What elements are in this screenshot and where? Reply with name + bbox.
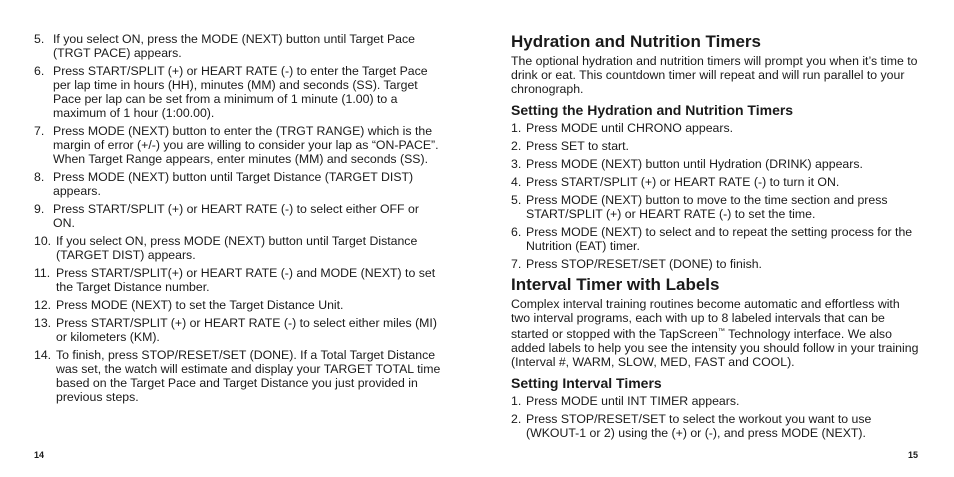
list-item: 6. Press START/SPLIT (+) or HEART RATE (-) to enter the Target Pace per lap time in hours (HH), minutes (MM) and seconds (SS). Target Pace per lap can be set from a minimum of 1 minute (1.00) to a maximum of 1 hour (1:00.00). [34,64,428,120]
trademark-symbol: ™ [717,328,725,335]
list-item: 3. Press MODE (NEXT) button until Hydration (DRINK) appears. [511,157,863,171]
list-item: 11. Press START/SPLIT(+) or HEART RATE (-) and MODE (NEXT) to set the Target Distance number. [34,266,436,294]
hydration-subheading: Setting the Hydration and Nutrition Timers [511,102,794,118]
page-number-right: 15 [908,450,919,460]
list-item: 12. Press MODE (NEXT) to set the Target Distance Unit. [34,298,344,312]
list-item: 9. Press START/SPLIT (+) or HEART RATE (-) to select either OFF or ON. [34,202,419,230]
hydration-steps [511,121,921,271]
list-item: 1. Press MODE until INT TIMER appears. [511,394,740,409]
list-item: 13. Press START/SPLIT (+) or HEART RATE (-) to select either miles (MI) or kilometers (KM). [34,316,437,344]
list-item: 4. Press START/SPLIT (+) or HEART RATE (-) to turn it ON. [511,175,840,189]
list-item: 14. To finish, press STOP/RESET/SET (DONE). If a Total Target Distance was set, the watch will estimate and display your TARGET TOTAL time based on the Target Pace and Target Distance you just provided in previous steps. [34,348,441,404]
list-item: 2. Press STOP/RESET/SET to select the workout you want to use (WKOUT-1 or 2) using the (+) or (-), and press MODE (NEXT). [511,412,872,441]
interval-steps [511,394,921,440]
hydration-heading: Hydration and Nutrition Timers [511,32,761,51]
list-item: 2. Press SET to start. [511,139,629,153]
target-settings-steps [34,32,444,404]
page-number-left: 14 [34,450,45,460]
left-page [34,32,444,408]
list-item: 7. Press MODE (NEXT) button to enter the (TRGT RANGE) which is the margin of error (+/-) you are willing to consider your lap as “ON-PACE”. When Target Range appears, enter minutes (MM) and seconds (SS). [34,124,439,166]
list-item: 6. Press MODE (NEXT) to select and to repeat the setting process for the Nutrition (EAT) timer. [511,225,913,253]
list-item: 8. Press MODE (NEXT) button until Target Distance (TARGET DIST) appears. [34,170,414,198]
list-item: 10. If you select ON, press MODE (NEXT) button until Target Distance (TARGET DIST) appears. [34,234,418,262]
interval-heading: Interval Timer with Labels [511,275,720,294]
list-item: 1. Press MODE until CHRONO appears. [511,121,734,135]
list-item: 7. Press STOP/RESET/SET (DONE) to finish. [511,257,762,271]
hydration-intro: The optional hydration and nutrition timers will prompt you when it’s time to drink or eat. This countdown timer will repeat and will run parallel to your chronograph. [511,54,918,96]
list-item: 5. If you select ON, press the MODE (NEXT) button until Target Pace (TRGT PACE) appears. [34,32,415,60]
right-page [511,32,921,444]
list-item: 5. Press MODE (NEXT) button to move to the time section and press START/SPLIT (+) or HEART RATE (-) to set the time. [511,193,888,221]
interval-subheading: Setting Interval Timers [511,375,662,392]
interval-intro: Complex interval training routines become automatic and effortless with two interval programs, each with up to 8 labeled intervals that can be started or stopped with the TapScreen™ Technology interface. We also added labels to help you see the intensity you should follow in your training (Interval #, WARM, SLOW, MED, FAST and COOL). [511,297,919,370]
